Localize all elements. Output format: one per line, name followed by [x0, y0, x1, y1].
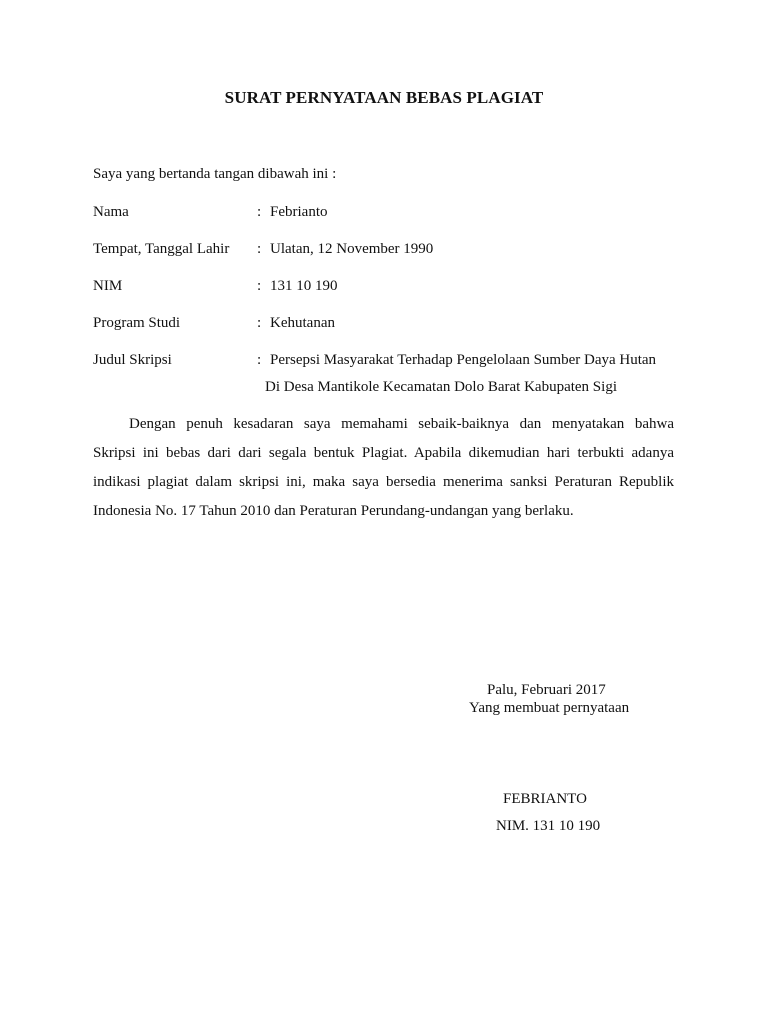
signature-role: Yang membuat pernyataan: [469, 700, 630, 716]
signature-nim: NIM. 131 10 190: [496, 818, 601, 834]
field-judul-label: Judul Skripsi: [93, 352, 172, 368]
document-title: SURAT PERNYATAAN BEBAS PLAGIAT: [224, 88, 544, 107]
field-ttl-value: Ulatan, 12 November 1990: [270, 241, 434, 257]
field-ttl-label: Tempat, Tanggal Lahir: [93, 241, 230, 257]
field-prodi-label: Program Studi: [93, 315, 181, 331]
field-nama-value: Febrianto: [270, 204, 328, 220]
field-ttl-separator: :: [257, 241, 262, 257]
field-judul-value-line2: Di Desa Mantikole Kecamatan Dolo Barat Kabupaten Sigi: [265, 379, 617, 395]
field-judul-value-line1: Persepsi Masyarakat Terhadap Pengelolaan Sumber Daya Hutan: [270, 352, 657, 368]
field-nim-value: 131 10 190: [270, 278, 338, 294]
statement-line: Skripsi ini bebas dari dari segala bentuk Plagiat. Apabila dikemudian hari terbukti adanya: [93, 445, 674, 461]
statement-paragraph: [93, 410, 674, 526]
signature-place-date: Palu, Februari 2017: [487, 682, 606, 698]
field-nama-label: Nama: [93, 204, 129, 220]
intro-text: Saya yang bertanda tangan dibawah ini :: [93, 166, 337, 182]
field-nim-label: NIM: [93, 278, 123, 294]
statement-line: Dengan penuh kesadaran saya memahami sebaik-baiknya dan menyatakan bahwa: [129, 416, 674, 432]
signature-name: FEBRIANTO: [503, 791, 587, 807]
field-nim-separator: :: [257, 278, 262, 294]
statement-line: indikasi plagiat dalam skripsi ini, maka saya bersedia menerima sanksi Peraturan Republik: [93, 474, 674, 490]
statement-line: Indonesia No. 17 Tahun 2010 dan Peraturan Perundang-undangan yang berlaku.: [93, 503, 574, 519]
field-judul-separator: :: [257, 352, 262, 368]
field-nama-separator: :: [257, 204, 262, 220]
field-prodi-separator: :: [257, 315, 262, 331]
field-prodi-value: Kehutanan: [270, 315, 335, 331]
